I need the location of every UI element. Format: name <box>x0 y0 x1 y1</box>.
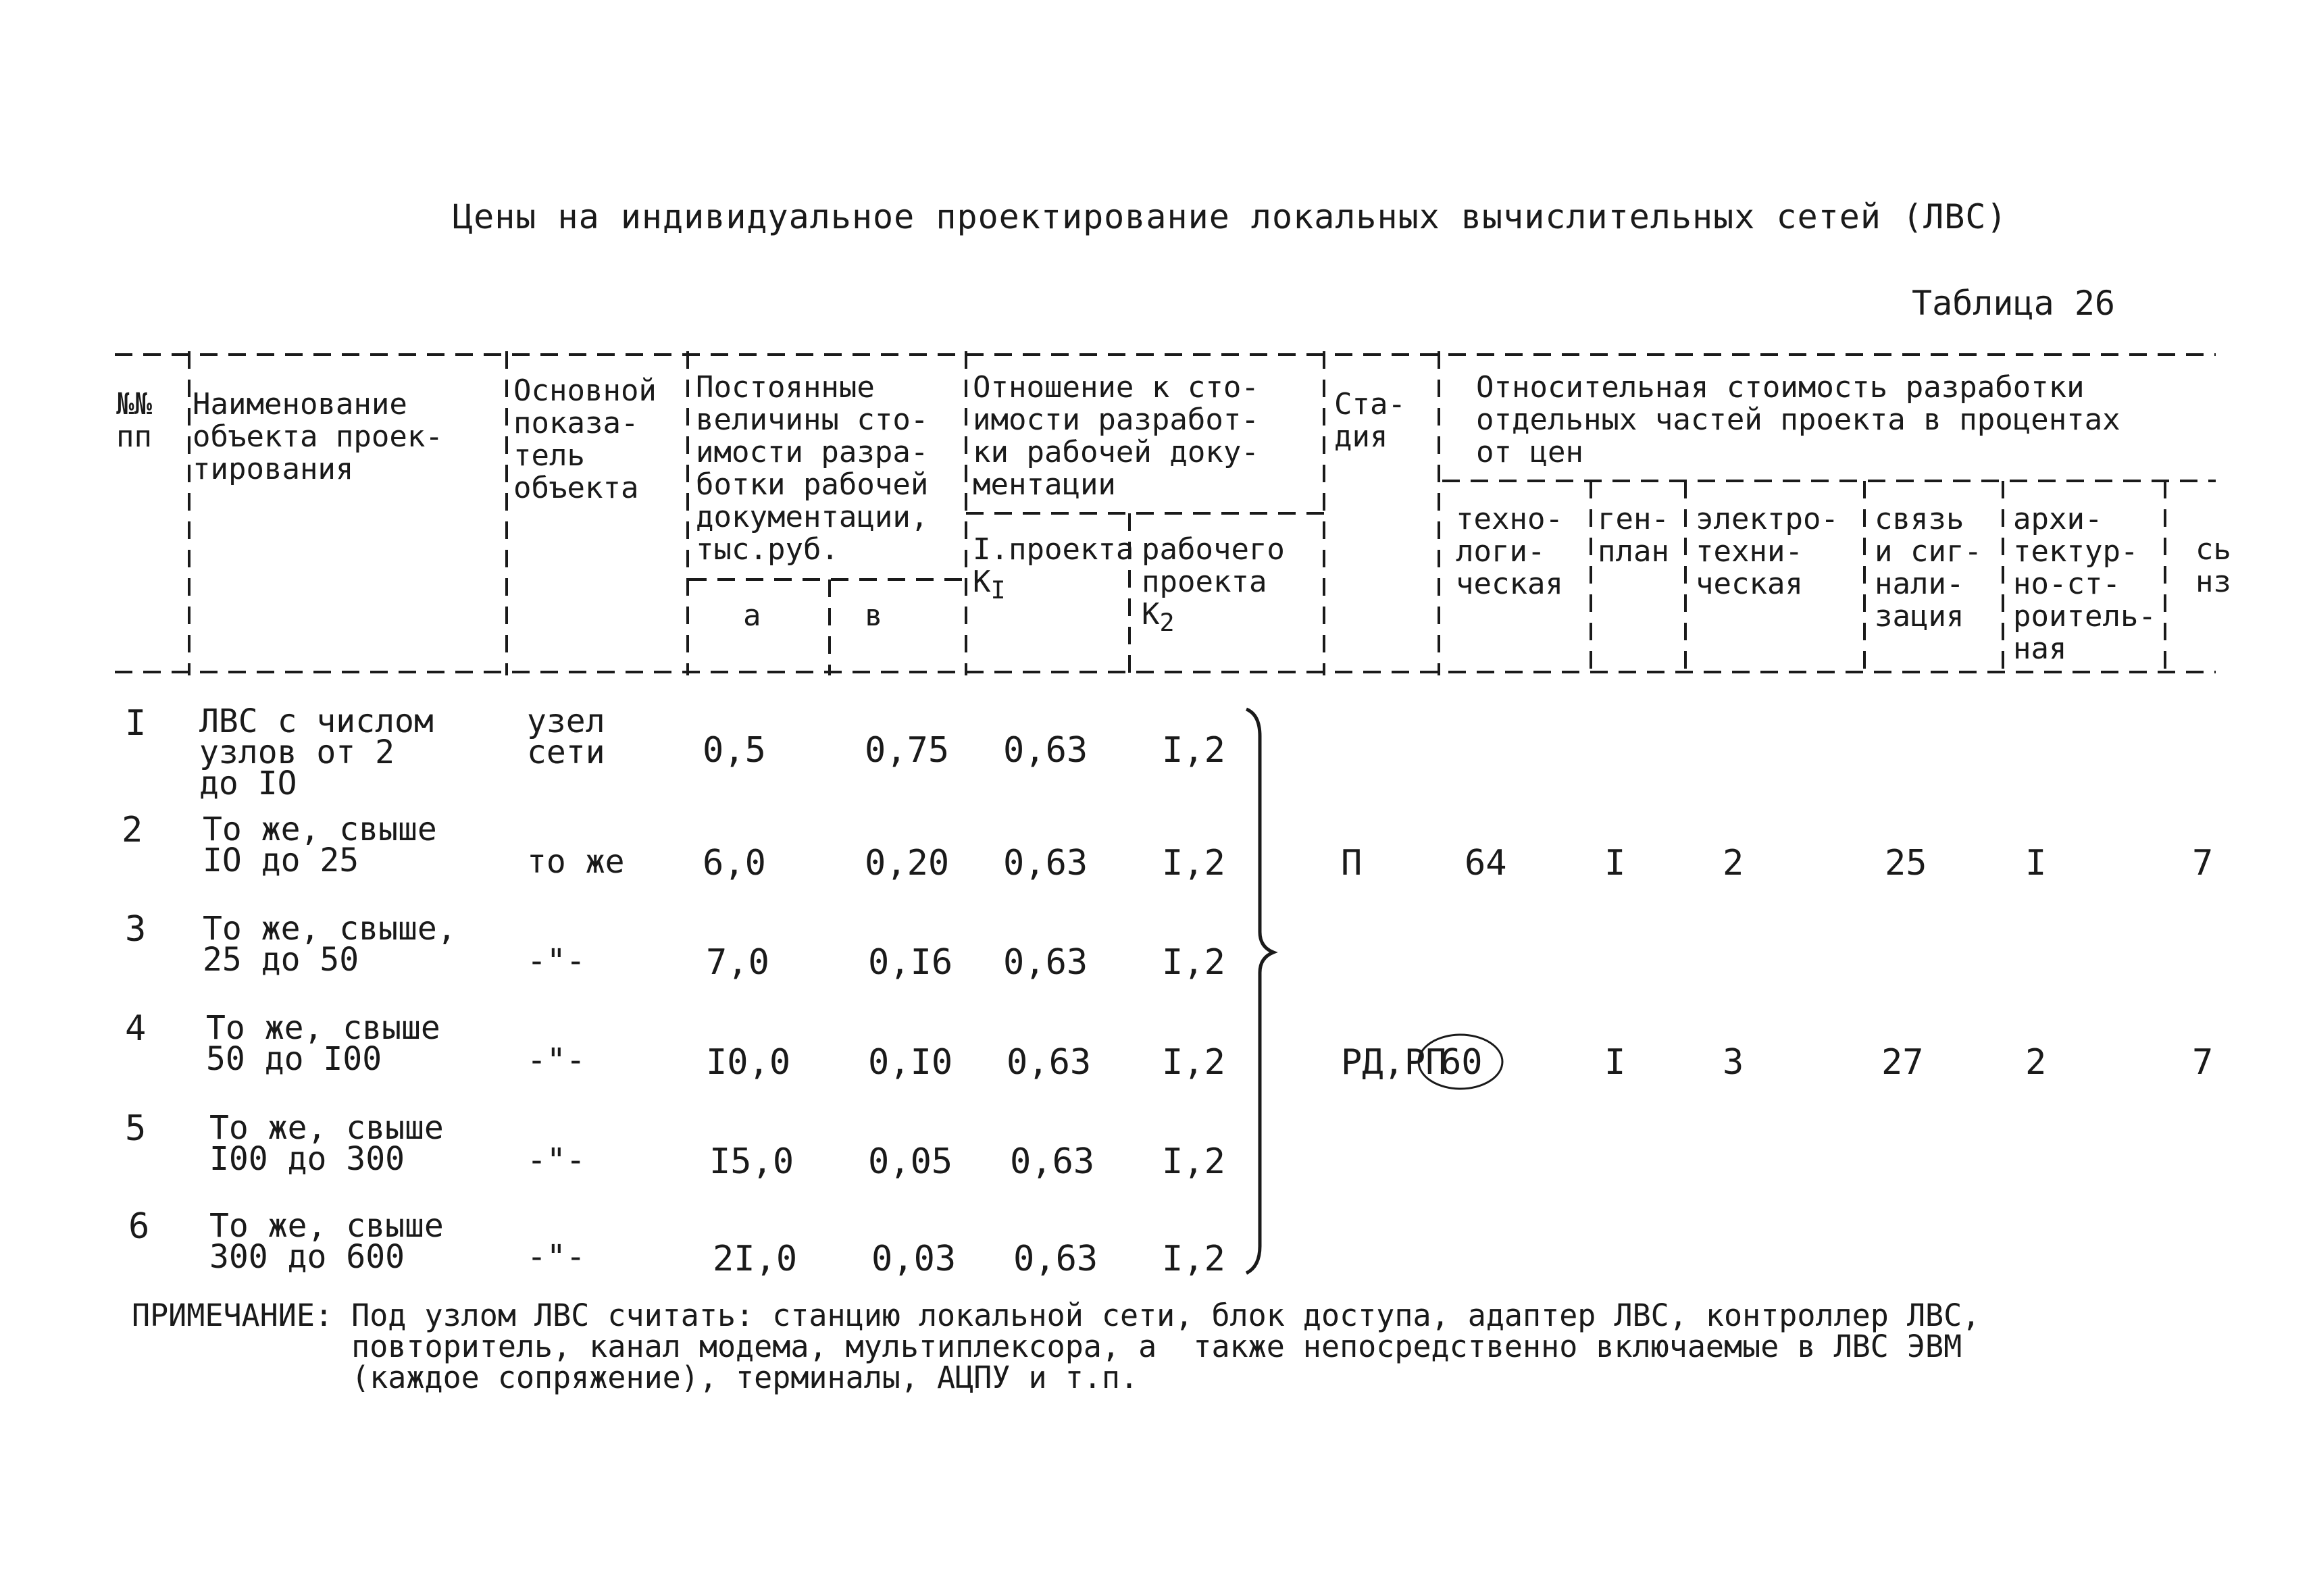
row-3-k2: I,2 <box>1162 942 1225 983</box>
table-number: Таблица 26 <box>1912 284 2116 323</box>
row-3-a: 7,0 <box>706 942 769 983</box>
stage-2-tech: 60 <box>1440 1042 1483 1083</box>
row-6-b: 0,03 <box>871 1239 957 1279</box>
row-1-indicator: узел сети <box>527 702 605 771</box>
stage-2-stage: РД,РП <box>1341 1042 1447 1083</box>
row-5-k2: I,2 <box>1162 1141 1225 1182</box>
header-constants: Постоянные величины сто- имости разра- ботки рабочей документации, тыс.руб. <box>696 370 929 567</box>
row-2-name: То же, свыше IO до 25 <box>203 810 437 879</box>
stage-2-arch: 2 <box>2025 1042 2047 1083</box>
row-5-b: 0,05 <box>868 1141 953 1182</box>
row-2-indicator: то же <box>527 843 625 881</box>
row-2-k2: I,2 <box>1162 843 1225 883</box>
row-5-name: То же, свыше I00 до 300 <box>209 1109 444 1178</box>
header-indicator: Основной показа- тель объекта <box>513 374 657 505</box>
header-col-a: а <box>743 598 761 633</box>
row-1-num: I <box>125 703 147 744</box>
stage-1-genplan: I <box>1604 843 1626 883</box>
row-2-a: 6,0 <box>703 843 766 883</box>
stage-1-electro: 2 <box>1723 843 1744 883</box>
row-4-k1: 0,63 <box>1007 1042 1092 1083</box>
row-6-indicator: -"- <box>527 1238 586 1276</box>
header-genplan: ген- план <box>1598 502 1669 569</box>
row-5-k1: 0,63 <box>1010 1141 1095 1182</box>
stage-1-stage: П <box>1341 843 1363 883</box>
row-4-b: 0,I0 <box>868 1042 953 1083</box>
header-name: Наименование объекта проек- тирования <box>193 387 443 486</box>
row-4-indicator: -"- <box>527 1041 586 1079</box>
row-5-num: 5 <box>125 1108 147 1149</box>
row-1-a: 0,5 <box>703 730 766 771</box>
row-2-k1: 0,63 <box>1003 843 1088 883</box>
row-3-num: 3 <box>125 909 147 950</box>
row-5-a: I5,0 <box>709 1141 794 1182</box>
row-1-k1: 0,63 <box>1003 730 1088 771</box>
header-electro: электро- техни- ческая <box>1696 502 1839 601</box>
row-6-k1: 0,63 <box>1013 1239 1098 1279</box>
header-stage: Ста- дия <box>1334 387 1406 454</box>
stage-2-extra: 7 <box>2192 1042 2214 1083</box>
row-6-a: 2I,0 <box>713 1239 798 1279</box>
table-note: ПРИМЕЧАНИЕ: Под узлом ЛВС считать: станцию локальной сети, блок доступа, адаптер ЛВС, контроллер ЛВС, повторитель, канал модема, мультиплексора, а также непосредственно включаемые в ЛВС ЭВМ (каждое сопряжение), терминалы, АЦПУ и т.п. <box>132 1297 1981 1395</box>
row-3-k1: 0,63 <box>1003 942 1088 983</box>
header-num: №№ пп <box>116 387 152 454</box>
header-ratio: Отношение к сто- имости разработ- ки рабочей доку- ментации <box>973 370 1259 502</box>
row-2-num: 2 <box>122 810 143 850</box>
row-5-indicator: -"- <box>527 1141 586 1179</box>
header-extra: сь нз <box>2195 532 2231 599</box>
stage-2-genplan: I <box>1604 1042 1626 1083</box>
row-6-name: То же, свыше 300 до 600 <box>209 1207 444 1276</box>
row-1-name: ЛВС с числом узлов от 2 до IO <box>199 702 434 802</box>
header-col-b: в <box>865 598 883 633</box>
stage-1-arch: I <box>2025 843 2047 883</box>
stage-1-tech: 64 <box>1465 843 1507 883</box>
row-4-num: 4 <box>125 1008 147 1049</box>
header-arch: архи- тектур- но-ст- роитель- ная <box>2013 502 2156 666</box>
row-3-b: 0,I6 <box>868 942 953 983</box>
row-4-k2: I,2 <box>1162 1042 1225 1083</box>
header-relative: Относительная стоимость разработки отдельных частей проекта в процентах от цен <box>1476 370 2120 469</box>
row-4-a: I0,0 <box>706 1042 791 1083</box>
header-k1 <box>973 534 1134 607</box>
row-3-name: То же, свыше, 25 до 50 <box>203 910 457 979</box>
row-6-num: 6 <box>128 1206 150 1247</box>
header-comm: связь и сиг- нали- зация <box>1875 502 1982 634</box>
stage-1-comm: 25 <box>1885 843 1927 883</box>
header-k2 <box>1142 534 1285 639</box>
row-3-indicator: -"- <box>527 942 586 980</box>
rows-brace <box>1246 709 1273 1273</box>
stage-2-comm: 27 <box>1881 1042 1924 1083</box>
row-6-k2: I,2 <box>1162 1239 1225 1279</box>
row-2-b: 0,20 <box>865 843 950 883</box>
row-1-k2: I,2 <box>1162 730 1225 771</box>
stage-2-electro: 3 <box>1723 1042 1744 1083</box>
row-1-b: 0,75 <box>865 730 950 771</box>
header-k2-text: рабочего проекта К <box>1142 532 1285 632</box>
stage-1-extra: 7 <box>2192 843 2214 883</box>
header-k1-text: I.проекта К <box>973 532 1134 599</box>
header-k1-sub: I <box>990 575 1006 604</box>
row-4-name: То же, свыше 50 до I00 <box>206 1009 440 1078</box>
document-title: Цены на индивидуальное проектирование локальных вычислительных сетей (ЛВС) <box>453 197 2008 236</box>
header-k2-sub: 2 <box>1159 607 1175 637</box>
header-tech: техно- логи- ческая <box>1456 502 1563 601</box>
